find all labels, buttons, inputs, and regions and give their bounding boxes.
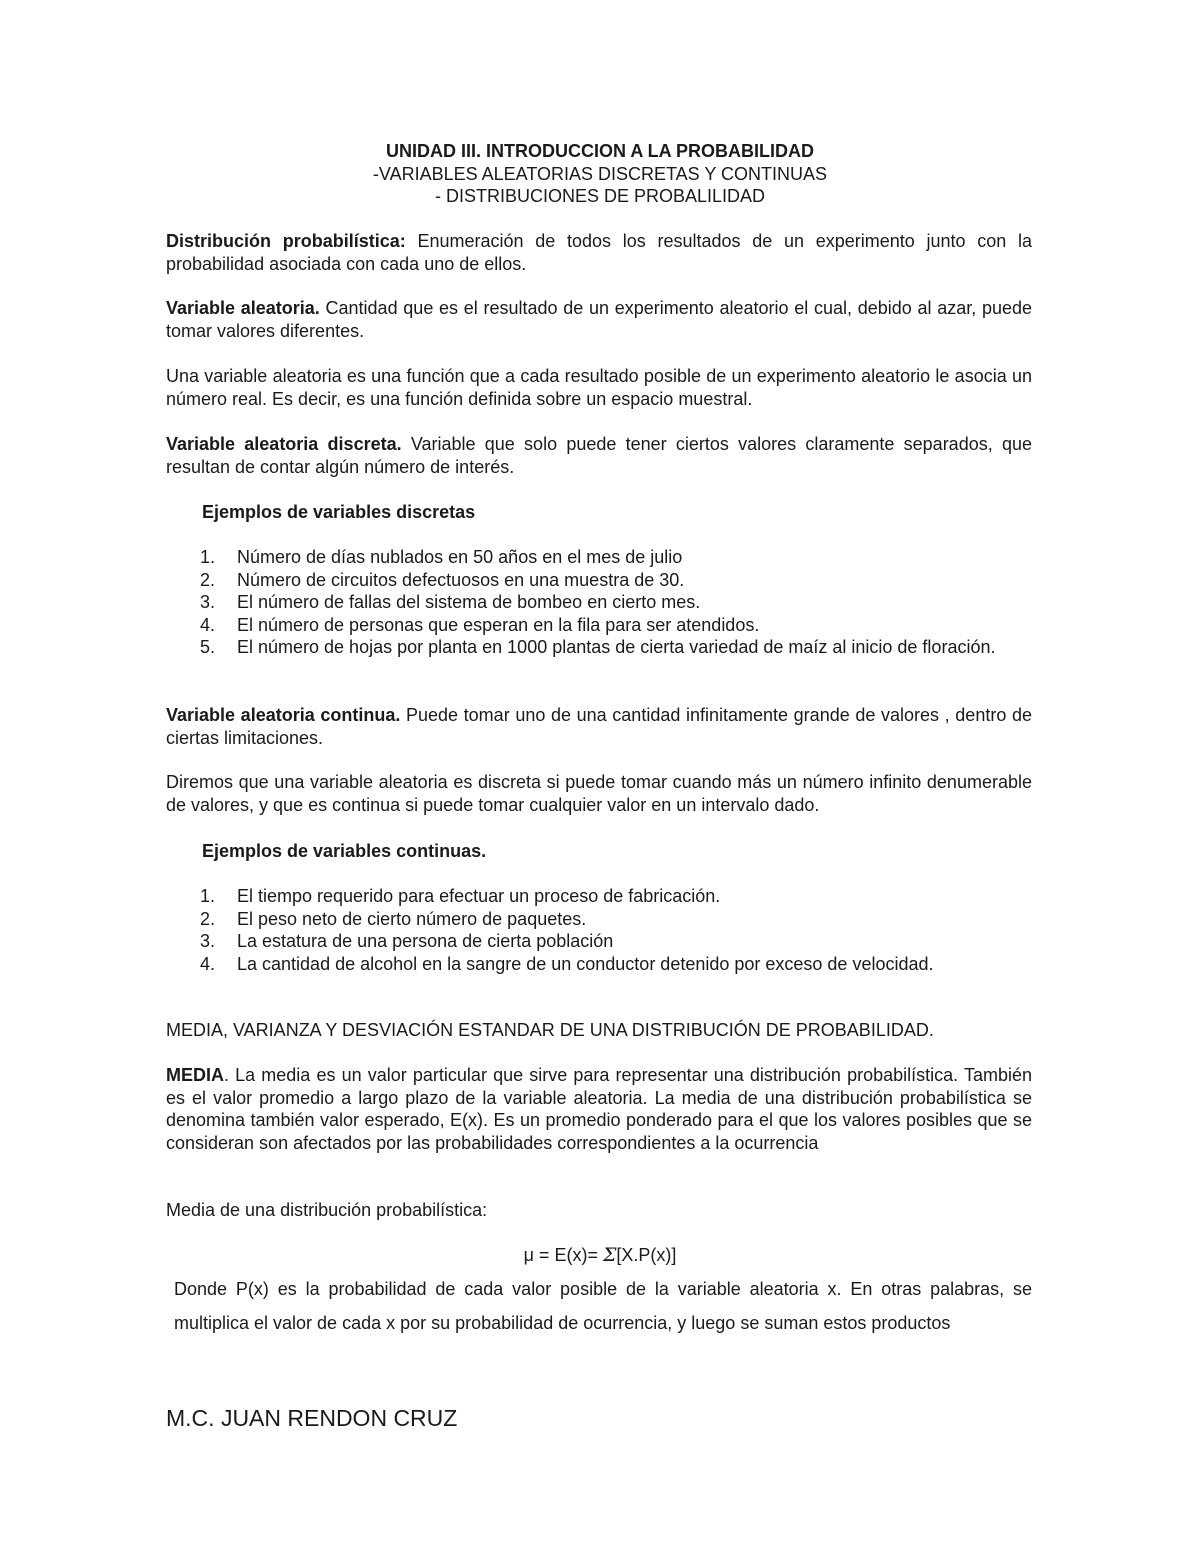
sigma-symbol: Σ	[602, 1244, 617, 1266]
term-continua: Variable aleatoria continua.	[166, 705, 401, 725]
list-item: 2. Número de circuitos defectuosos en una muestra de 30.	[200, 569, 685, 590]
list-ejemplos-continuas	[200, 885, 1034, 975]
paragraph-continua	[166, 704, 1032, 749]
formula-right: [X.P(x)]	[616, 1245, 677, 1265]
label-media-distribucion: Media de una distribución probabilística:	[166, 1200, 488, 1220]
author-footer: M.C. JUAN RENDON CRUZ	[166, 1405, 458, 1431]
term-distribucion: Distribución probabilística:	[166, 231, 406, 251]
heading-ejemplos-continuas: Ejemplos de variables continuas.	[202, 841, 487, 861]
list-item: 3. El número de fallas del sistema de bombeo en cierto mes.	[200, 592, 701, 612]
text-distribucion: Enumeración de todos los resultados de un experimento junto con la probabilidad asociada con cada uno de ellos.	[166, 231, 1032, 274]
paragraph-una-variable: Una variable aleatoria es una función que a cada resultado posible de un experimento aleatorio le asocia un número real. Es decir, es una función definida sobre un espacio muestral.	[166, 366, 1032, 409]
paragraph-distribucion	[166, 230, 1032, 275]
paragraph-variable-aleatoria	[166, 297, 1032, 342]
section-heading-media: MEDIA, VARIANZA Y DESVIACIÓN ESTANDAR DE UNA DISTRIBUCIÓN DE PROBABILIDAD.	[166, 1020, 934, 1040]
list-ejemplos-discretas	[200, 546, 1034, 659]
term-media: MEDIA	[166, 1065, 224, 1085]
page-title: UNIDAD III. INTRODUCCION A LA PROBABILIDAD	[386, 141, 814, 161]
text-media: . La media es un valor particular que sirve para representar una distribución probabilística. También es el valor promedio a largo plazo de la variable aleatoria. La media de una distribución probabilística se denomina también valor esperado, E(x). Es un promedio ponderado para el que los valores posibles que se consideran son afectados por las probabilidades correspondientes a la ocurrencia	[166, 1065, 1032, 1153]
title-block	[0, 140, 1200, 208]
list-item: 4. La cantidad de alcohol en la sangre de un conductor detenido por exceso de velocidad.	[200, 953, 934, 974]
term-variable-aleatoria: Variable aleatoria.	[166, 298, 320, 318]
formula-media	[0, 1244, 1200, 1267]
paragraph-media	[166, 1064, 1032, 1154]
subtitle-variables: -VARIABLES ALEATORIAS DISCRETAS Y CONTINUAS	[372, 163, 828, 184]
heading-ejemplos-discretas: Ejemplos de variables discretas	[202, 502, 476, 522]
list-item: 5. El número de hojas por planta en 1000 plantas de cierta variedad de maíz al inicio de floración.	[200, 637, 996, 657]
paragraph-diremos: Diremos que una variable aleatoria es discreta si puede tomar cuando más un número infinito denumerable de valores, y que es continua si puede tomar cualquier valor en un intervalo dado.	[166, 772, 1032, 815]
term-discreta: Variable aleatoria discreta.	[166, 434, 402, 454]
text-variable-aleatoria: Cantidad que es el resultado de un experimento aleatorio el cual, debido al azar, puede tomar valores diferentes.	[166, 298, 1033, 341]
text-discreta: Variable que solo puede tener ciertos valores claramente separados, que resultan de contar algún número de interés.	[166, 434, 1032, 477]
formula-left: μ = E(x)=	[523, 1245, 603, 1265]
list-item: 4. El número de personas que esperan en la fila para ser atendidos.	[200, 614, 760, 635]
text-continua: Puede tomar uno de una cantidad infinitamente grande de valores , dentro de ciertas limitaciones.	[166, 705, 1032, 748]
paragraph-donde: Donde P(x) es la probabilidad de cada valor posible de la variable aleatoria x. En otras palabras, se multiplica el valor de cada x por su probabilidad de ocurrencia, y luego se suman estos productos	[174, 1279, 1032, 1333]
paragraph-discreta	[166, 433, 1032, 478]
list-item: 1. Número de días nublados en 50 años en el mes de julio	[200, 547, 683, 567]
list-item: 2. El peso neto de cierto número de paquetes.	[200, 908, 587, 929]
list-item: 3. La estatura de una persona de cierta población	[200, 931, 614, 951]
list-item: 1. El tiempo requerido para efectuar un proceso de fabricación.	[200, 886, 721, 906]
subtitle-distribuciones: - DISTRIBUCIONES DE PROBALILIDAD	[434, 186, 766, 206]
